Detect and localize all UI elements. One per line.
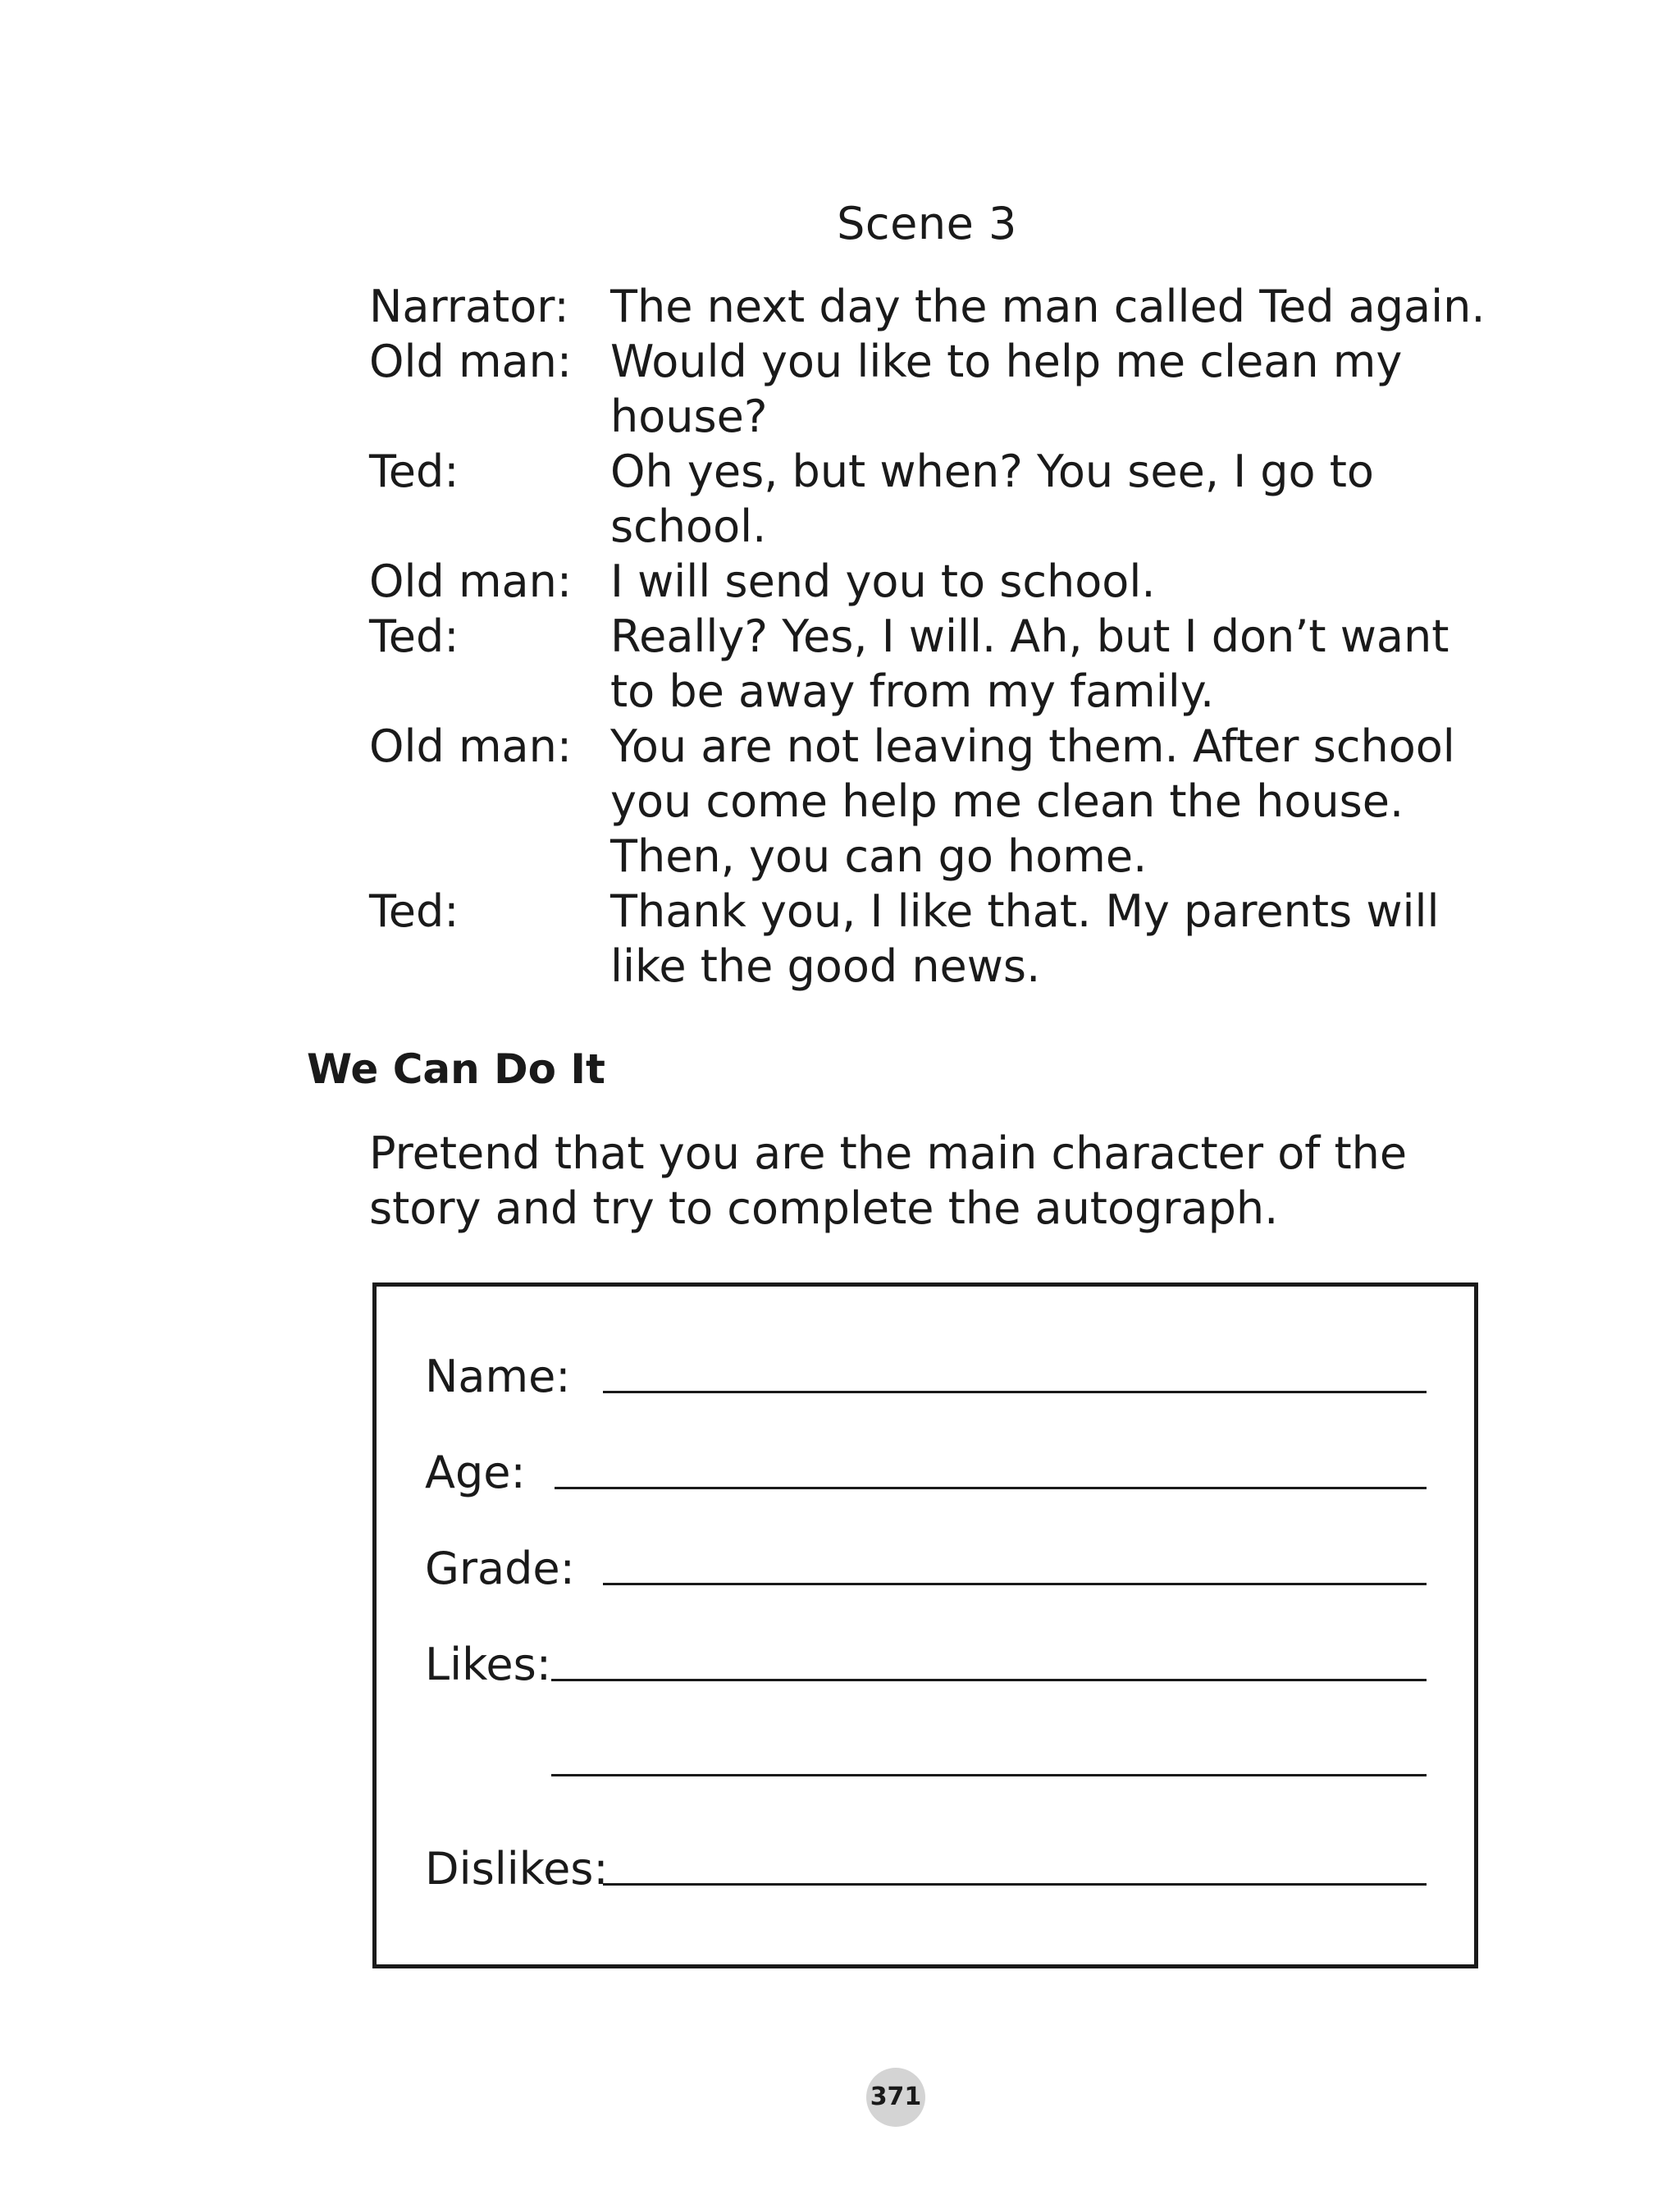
likes-label: Likes: [425,1639,551,1690]
age-field[interactable] [555,1487,1427,1489]
name-field[interactable] [603,1391,1427,1393]
speaker-label: Narrator: [369,281,569,332]
page-number: 371 [866,2068,925,2127]
speech-text [610,609,1501,719]
speech-text [610,334,1501,444]
speech-line: The next day the man called Ted again. [610,281,1486,332]
instruction-line: Pretend that you are the main character of the [369,1127,1408,1179]
speaker-label: Old man: [369,336,573,387]
dialogue-line [369,609,1501,719]
speech-line: Then, you can go home. [610,830,1148,882]
likes-field-continued[interactable] [551,1774,1427,1776]
speech-text [610,279,1501,334]
dislikes-label: Dislikes: [425,1843,609,1895]
grade-label: Grade: [425,1543,575,1594]
speech-text [610,444,1501,554]
scene-title: Scene 3 [837,198,1017,249]
dialogue-line [369,884,1501,994]
autograph-form [372,1282,1478,1968]
speech-text [610,554,1501,609]
dialogue-script [369,279,1501,994]
name-label: Name: [425,1351,571,1402]
speech-line: like the good news. [610,940,1041,992]
speaker-label: Ted: [369,885,459,937]
dislikes-field[interactable] [603,1883,1427,1886]
speech-line: Thank you, I like that. My parents will [610,885,1440,937]
speaker-label: Ted: [369,446,459,497]
speech-line: Really? Yes, I will. Ah, but I don’t want [610,610,1449,662]
speech-text [610,884,1501,994]
dialogue-line [369,279,1501,334]
dialogue-line [369,554,1501,609]
speech-line: I will send you to school. [610,556,1156,607]
dialogue-line [369,334,1501,444]
section-heading: We Can Do It [307,1045,605,1093]
speech-line: house? [610,391,768,442]
speaker-label: Old man: [369,720,573,772]
speech-line: Oh yes, but when? You see, I go to [610,446,1374,497]
age-label: Age: [425,1447,526,1498]
grade-field[interactable] [603,1583,1427,1585]
instructions [369,1126,1485,1236]
speech-line: to be away from my family. [610,665,1215,717]
speaker-label: Ted: [369,610,459,662]
likes-field[interactable] [551,1679,1427,1681]
speech-line: you come help me clean the house. [610,775,1404,827]
dialogue-line [369,719,1501,884]
dialogue-line [369,444,1501,554]
speaker-label: Old man: [369,556,573,607]
speech-line: You are not leaving them. After school [610,720,1455,772]
speech-line: Would you like to help me clean my [610,336,1403,387]
instruction-line: story and try to complete the autograph. [369,1182,1279,1234]
speech-text [610,719,1501,884]
speech-line: school. [610,501,767,552]
